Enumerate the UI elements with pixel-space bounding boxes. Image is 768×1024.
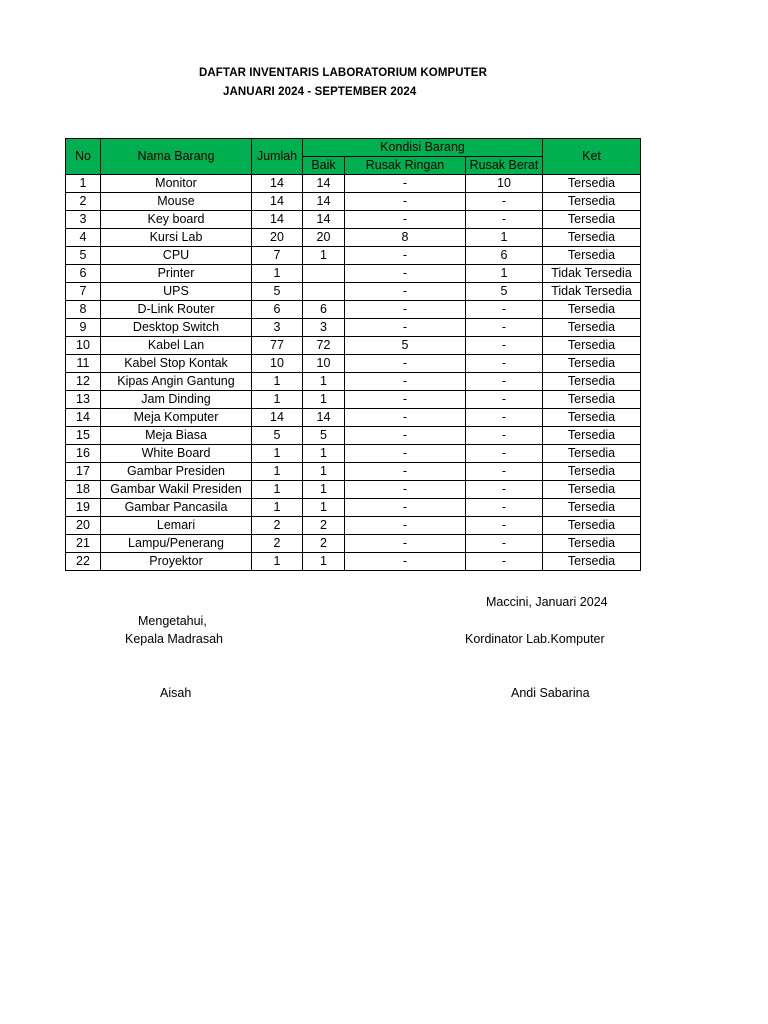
cell-note: Tersedia	[543, 409, 641, 427]
cell-minor-damage: 8	[345, 229, 466, 247]
table-row	[66, 175, 641, 193]
table-row	[66, 427, 641, 445]
cell-major-damage: -	[466, 211, 543, 229]
cell-good: 1	[303, 481, 345, 499]
cell-item-name: CPU	[101, 247, 252, 265]
cell-good: 3	[303, 319, 345, 337]
col-header-condition: Kondisi Barang	[303, 139, 543, 157]
cell-quantity: 2	[252, 517, 303, 535]
cell-good: 5	[303, 427, 345, 445]
cell-quantity: 1	[252, 499, 303, 517]
cell-item-name: Meja Komputer	[101, 409, 252, 427]
col-header-minor-damage: Rusak Ringan	[345, 157, 466, 175]
cell-minor-damage: -	[345, 175, 466, 193]
cell-note: Tersedia	[543, 391, 641, 409]
cell-minor-damage: -	[345, 499, 466, 517]
cell-item-name: Desktop Switch	[101, 319, 252, 337]
head-signatory-name: Aisah	[160, 686, 192, 700]
cell-good: 1	[303, 445, 345, 463]
table-row	[66, 265, 641, 283]
coordinator-signatory-name: Andi Sabarina	[511, 686, 590, 700]
cell-note: Tersedia	[543, 229, 641, 247]
cell-quantity: 6	[252, 301, 303, 319]
cell-note: Tersedia	[543, 499, 641, 517]
cell-major-damage: -	[466, 337, 543, 355]
cell-minor-damage: -	[345, 553, 466, 571]
cell-major-damage: -	[466, 301, 543, 319]
cell-minor-damage: -	[345, 283, 466, 301]
cell-major-damage: -	[466, 535, 543, 553]
cell-item-name: Printer	[101, 265, 252, 283]
cell-no: 9	[66, 319, 101, 337]
cell-item-name: Jam Dinding	[101, 391, 252, 409]
cell-item-name: Gambar Wakil Presiden	[101, 481, 252, 499]
cell-item-name: Gambar Pancasila	[101, 499, 252, 517]
cell-item-name: Lemari	[101, 517, 252, 535]
table-row	[66, 499, 641, 517]
cell-quantity: 3	[252, 319, 303, 337]
col-header-qty: Jumlah	[252, 139, 303, 175]
cell-minor-damage: -	[345, 373, 466, 391]
coordinator-title: Kordinator Lab.Komputer	[465, 632, 605, 646]
cell-good: 1	[303, 499, 345, 517]
cell-major-damage: -	[466, 193, 543, 211]
table-row	[66, 535, 641, 553]
table-row	[66, 481, 641, 499]
cell-item-name: Key board	[101, 211, 252, 229]
cell-good: 1	[303, 373, 345, 391]
cell-major-damage: -	[466, 445, 543, 463]
cell-no: 16	[66, 445, 101, 463]
cell-note: Tersedia	[543, 355, 641, 373]
cell-major-damage: -	[466, 553, 543, 571]
cell-quantity: 1	[252, 553, 303, 571]
cell-no: 14	[66, 409, 101, 427]
cell-no: 5	[66, 247, 101, 265]
cell-good: 2	[303, 535, 345, 553]
cell-minor-damage: -	[345, 193, 466, 211]
cell-quantity: 1	[252, 265, 303, 283]
cell-minor-damage: -	[345, 247, 466, 265]
cell-major-damage: -	[466, 373, 543, 391]
cell-good: 72	[303, 337, 345, 355]
cell-good: 1	[303, 247, 345, 265]
cell-note: Tersedia	[543, 319, 641, 337]
cell-quantity: 1	[252, 463, 303, 481]
col-header-good: Baik	[303, 157, 345, 175]
cell-item-name: Monitor	[101, 175, 252, 193]
cell-good: 1	[303, 463, 345, 481]
cell-note: Tidak Tersedia	[543, 283, 641, 301]
cell-note: Tersedia	[543, 553, 641, 571]
cell-quantity: 10	[252, 355, 303, 373]
cell-no: 11	[66, 355, 101, 373]
cell-note: Tidak Tersedia	[543, 265, 641, 283]
cell-major-damage: -	[466, 517, 543, 535]
table-row	[66, 337, 641, 355]
cell-quantity: 1	[252, 373, 303, 391]
cell-quantity: 14	[252, 175, 303, 193]
table-row	[66, 517, 641, 535]
table-row	[66, 445, 641, 463]
cell-no: 13	[66, 391, 101, 409]
col-header-no: No	[66, 139, 101, 175]
cell-quantity: 1	[252, 445, 303, 463]
table-row	[66, 409, 641, 427]
cell-no: 21	[66, 535, 101, 553]
cell-note: Tersedia	[543, 427, 641, 445]
cell-no: 17	[66, 463, 101, 481]
cell-good: 6	[303, 301, 345, 319]
cell-minor-damage: -	[345, 409, 466, 427]
cell-no: 18	[66, 481, 101, 499]
cell-quantity: 14	[252, 193, 303, 211]
cell-good	[303, 283, 345, 301]
cell-major-damage: -	[466, 355, 543, 373]
table-row	[66, 355, 641, 373]
col-header-major-damage: Rusak Berat	[466, 157, 543, 175]
cell-item-name: UPS	[101, 283, 252, 301]
cell-major-damage: -	[466, 319, 543, 337]
cell-good: 14	[303, 211, 345, 229]
cell-no: 3	[66, 211, 101, 229]
cell-item-name: D-Link Router	[101, 301, 252, 319]
table-row	[66, 553, 641, 571]
cell-note: Tersedia	[543, 193, 641, 211]
cell-note: Tersedia	[543, 301, 641, 319]
cell-no: 22	[66, 553, 101, 571]
head-title: Kepala Madrasah	[125, 632, 223, 646]
cell-no: 1	[66, 175, 101, 193]
cell-major-damage: 1	[466, 229, 543, 247]
cell-minor-damage: -	[345, 463, 466, 481]
cell-note: Tersedia	[543, 175, 641, 193]
cell-item-name: Kursi Lab	[101, 229, 252, 247]
cell-no: 6	[66, 265, 101, 283]
table-row	[66, 283, 641, 301]
cell-good: 20	[303, 229, 345, 247]
cell-quantity: 14	[252, 409, 303, 427]
cell-quantity: 7	[252, 247, 303, 265]
cell-no: 19	[66, 499, 101, 517]
cell-note: Tersedia	[543, 445, 641, 463]
table-body	[66, 175, 641, 571]
cell-major-damage: -	[466, 499, 543, 517]
cell-note: Tersedia	[543, 535, 641, 553]
cell-item-name: Kabel Stop Kontak	[101, 355, 252, 373]
cell-minor-damage: -	[345, 445, 466, 463]
cell-note: Tersedia	[543, 481, 641, 499]
cell-no: 4	[66, 229, 101, 247]
cell-minor-damage: -	[345, 301, 466, 319]
cell-no: 8	[66, 301, 101, 319]
table-row	[66, 247, 641, 265]
cell-quantity: 1	[252, 391, 303, 409]
cell-good: 2	[303, 517, 345, 535]
cell-major-damage: -	[466, 481, 543, 499]
cell-major-damage: 1	[466, 265, 543, 283]
cell-item-name: White Board	[101, 445, 252, 463]
cell-good: 1	[303, 553, 345, 571]
cell-quantity: 1	[252, 481, 303, 499]
table-row	[66, 301, 641, 319]
cell-major-damage: 5	[466, 283, 543, 301]
cell-major-damage: 10	[466, 175, 543, 193]
cell-major-damage: -	[466, 463, 543, 481]
inventory-table	[65, 138, 641, 571]
cell-note: Tersedia	[543, 211, 641, 229]
cell-quantity: 5	[252, 427, 303, 445]
cell-item-name: Mouse	[101, 193, 252, 211]
cell-item-name: Gambar Presiden	[101, 463, 252, 481]
cell-no: 15	[66, 427, 101, 445]
table-row	[66, 211, 641, 229]
cell-quantity: 5	[252, 283, 303, 301]
col-header-note: Ket	[543, 139, 641, 175]
cell-good: 14	[303, 193, 345, 211]
cell-no: 2	[66, 193, 101, 211]
cell-item-name: Meja Biasa	[101, 427, 252, 445]
cell-minor-damage: -	[345, 211, 466, 229]
table-row	[66, 463, 641, 481]
cell-item-name: Kabel Lan	[101, 337, 252, 355]
cell-quantity: 2	[252, 535, 303, 553]
cell-minor-damage: -	[345, 481, 466, 499]
cell-minor-damage: 5	[345, 337, 466, 355]
cell-quantity: 20	[252, 229, 303, 247]
cell-no: 7	[66, 283, 101, 301]
cell-minor-damage: -	[345, 355, 466, 373]
cell-minor-damage: -	[345, 517, 466, 535]
table-header	[66, 139, 641, 175]
cell-quantity: 14	[252, 211, 303, 229]
acknowledge-label: Mengetahui,	[138, 614, 207, 628]
table-row	[66, 391, 641, 409]
cell-no: 20	[66, 517, 101, 535]
cell-good: 1	[303, 391, 345, 409]
cell-note: Tersedia	[543, 463, 641, 481]
document-title: DAFTAR INVENTARIS LABORATORIUM KOMPUTER	[199, 67, 487, 79]
cell-minor-damage: -	[345, 265, 466, 283]
cell-note: Tersedia	[543, 247, 641, 265]
cell-item-name: Proyektor	[101, 553, 252, 571]
cell-good: 14	[303, 175, 345, 193]
cell-no: 12	[66, 373, 101, 391]
col-header-name: Nama Barang	[101, 139, 252, 175]
cell-quantity: 77	[252, 337, 303, 355]
cell-item-name: Kipas Angin Gantung	[101, 373, 252, 391]
cell-good: 14	[303, 409, 345, 427]
table-row	[66, 373, 641, 391]
cell-minor-damage: -	[345, 535, 466, 553]
cell-major-damage: -	[466, 427, 543, 445]
table-row	[66, 319, 641, 337]
cell-minor-damage: -	[345, 391, 466, 409]
cell-good: 10	[303, 355, 345, 373]
place-date: Maccini, Januari 2024	[486, 595, 608, 609]
document-period: JANUARI 2024 - SEPTEMBER 2024	[223, 86, 417, 98]
cell-no: 10	[66, 337, 101, 355]
cell-major-damage: -	[466, 391, 543, 409]
table-row	[66, 193, 641, 211]
table-row	[66, 229, 641, 247]
cell-major-damage: -	[466, 409, 543, 427]
cell-note: Tersedia	[543, 517, 641, 535]
cell-good	[303, 265, 345, 283]
cell-major-damage: 6	[466, 247, 543, 265]
cell-note: Tersedia	[543, 337, 641, 355]
cell-minor-damage: -	[345, 319, 466, 337]
cell-minor-damage: -	[345, 427, 466, 445]
cell-note: Tersedia	[543, 373, 641, 391]
cell-item-name: Lampu/Penerang	[101, 535, 252, 553]
